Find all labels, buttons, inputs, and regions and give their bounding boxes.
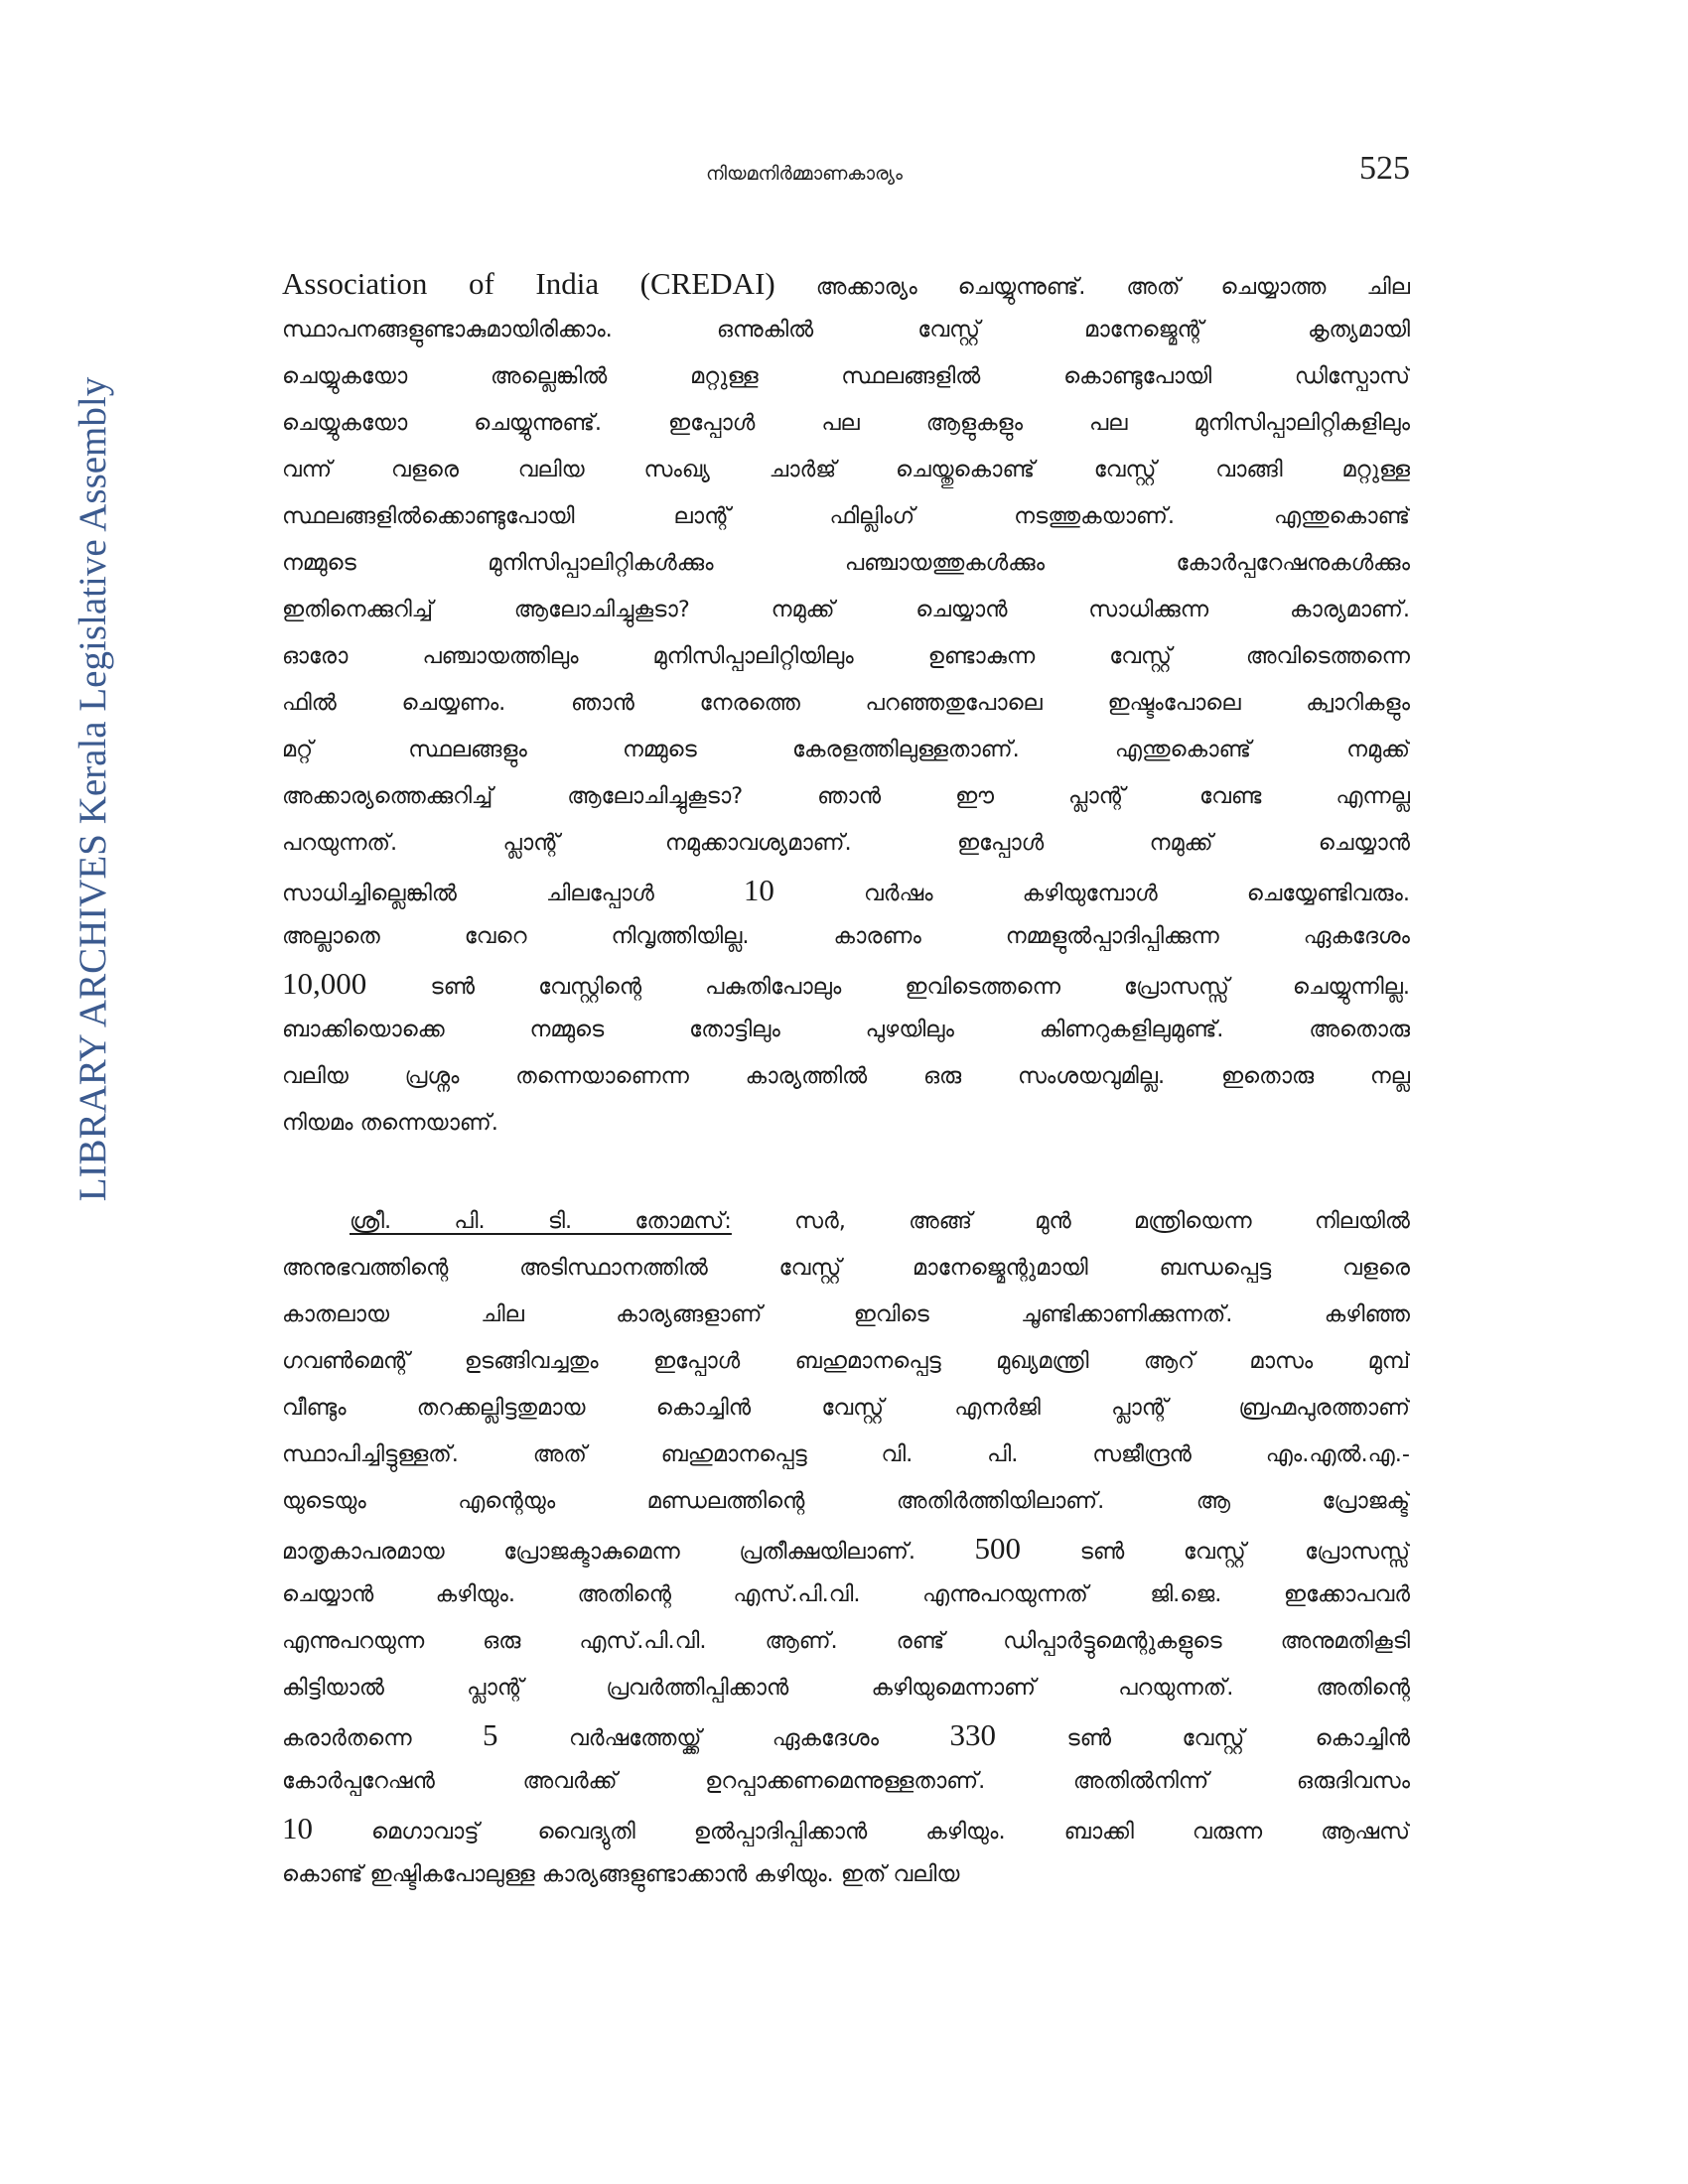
line-text: യുടെയും എന്റെയും മണ്ഡലത്തിന്റെ അതിർത്തിയിലാണ്. ആ പ്രോജക്ട് <box>282 1488 1410 1514</box>
line-text: മാതൃകാപരമായ പ്രോജക്ടാകുമെന്ന പ്രതീക്ഷയിലാണ്. <box>282 1539 975 1565</box>
line-text: വന്ന് വളരെ വലിയ സംഖ്യ ചാർജ് ചെയ്തുകൊണ്ട് വേസ്റ്റ് വാങ്ങി മറ്റുള്ള <box>282 457 1410 482</box>
line-text: സ്ഥലങ്ങളിൽക്കൊണ്ടുപോയി ലാന്റ് ഫില്ലിംഗ് നടത്തുകയാണ്. എന്തുകൊണ്ട് <box>282 503 1410 529</box>
text-line <box>282 1665 1410 1711</box>
text-line <box>282 447 1410 493</box>
line-text: ചെയ്യുകയോ അല്ലെങ്കിൽ മറ്റുള്ള സ്ഥലങ്ങളിൽ കൊണ്ടുപോയി ഡിസ്പോസ് <box>282 363 1410 389</box>
text-line <box>282 540 1410 587</box>
text-line <box>282 1618 1410 1665</box>
text-line <box>282 1758 1410 1805</box>
text-line <box>282 1571 1410 1618</box>
text-line <box>282 1805 1410 1851</box>
line-text: ബാക്കിയൊക്കെ നമ്മുടെ തോട്ടിലും പുഴയിലും കിണറുകളിലുമുണ്ട്. അതൊരു <box>282 1017 1410 1042</box>
page-number: 525 <box>1359 150 1410 187</box>
number-text: 10 <box>743 873 774 907</box>
number-text: 10 <box>282 1811 313 1845</box>
line-text: അക്കാര്യം ചെയ്യുന്നുണ്ട്. അത് ചെയ്യാത്ത ചില <box>774 274 1410 300</box>
text-line <box>282 960 1410 1007</box>
line-text: ടൺ വേസ്റ്റിന്റെ പകുതിപോലും ഇവിടെത്തന്നെ പ്രോസസ്സ് ചെയ്യുന്നില്ല. <box>366 974 1410 1000</box>
text-line <box>282 260 1410 307</box>
text-line <box>282 1292 1410 1338</box>
text-line <box>282 1198 1410 1245</box>
text-line <box>282 1100 1410 1147</box>
text-line <box>282 680 1410 727</box>
text-line <box>282 773 1410 820</box>
line-text: അനുഭവത്തിന്റെ അടിസ്ഥാനത്തിൽ വേസ്റ്റ് മാനേജ്മെന്റുമായി ബന്ധപ്പെട്ട വളരെ <box>282 1255 1410 1281</box>
running-title: നിയമനിർമ്മാണകാര്യം <box>706 163 903 185</box>
line-text: നിയമം തന്നെയാണ്. <box>282 1110 498 1136</box>
text-line <box>282 913 1410 960</box>
line-text: ടൺ വേസ്റ്റ് പ്രോസസ്സ് <box>1021 1539 1410 1565</box>
line-text: സ്ഥാപനങ്ങളുണ്ടാകുമായിരിക്കാം. ഒന്നുകിൽ വേസ്റ്റ് മാനേജ്മെന്റ് കൃത്യമായി <box>282 317 1410 342</box>
text-line <box>282 1245 1410 1292</box>
text-line <box>282 1525 1410 1571</box>
line-text: ഗവൺമെന്റ് ഉടങ്ങിവച്ചതും ഇപ്പോൾ ബഹുമാനപ്പെട്ട മുഖ്യമന്ത്രി ആറ് മാസം മുമ്പ് <box>282 1348 1410 1374</box>
line-text: Association of India (CREDAI) <box>282 266 775 301</box>
text-line <box>282 1338 1410 1385</box>
text-line <box>282 820 1410 867</box>
line-text: വർഷത്തേയ്ക്ക് ഏകദേശം <box>497 1725 950 1751</box>
line-text: സാധിച്ചില്ലെങ്കിൽ ചിലപ്പോൾ <box>282 881 744 906</box>
line-text: ചെയ്യാൻ കഴിയും. അതിന്റെ എസ്.പി.വി. എന്നുപറയുന്നത് ജി.ജെ. ഇക്കോപവർ <box>282 1581 1410 1607</box>
text-line <box>282 1478 1410 1525</box>
line-text: കാതലായ ചില കാര്യങ്ങളാണ് ഇവിടെ ചൂണ്ടിക്കാണിക്കുന്നത്. കഴിഞ്ഞ <box>282 1301 1410 1327</box>
line-text: നമ്മുടെ മുനിസിപ്പാലിറ്റികൾക്കും പഞ്ചായത്തുകൾക്കും കോർപ്പറേഷനുകൾക്കും <box>282 550 1410 576</box>
text-line <box>282 1711 1410 1758</box>
text-line <box>282 727 1410 773</box>
line-text: കോർപ്പറേഷൻ അവർക്ക് ഉറപ്പാക്കണമെന്നുള്ളതാണ്. അതിൽനിന്ന് ഒരുദിവസം <box>282 1768 1410 1794</box>
line-text: മറ്റ് സ്ഥലങ്ങളും നമ്മുടെ കേരളത്തിലുള്ളതാണ്. എന്തുകൊണ്ട് നമുക്ക് <box>282 737 1410 762</box>
line-text: ചെയ്യുകയോ ചെയ്യുന്നുണ്ട്. ഇപ്പോൾ പല ആളുകളും പല മുനിസിപ്പാലിറ്റികളിലും <box>282 410 1410 436</box>
paragraph-pt-thomas <box>282 1198 1410 1898</box>
text-line <box>282 1007 1410 1053</box>
text-line <box>282 867 1410 913</box>
number-text: 10,000 <box>282 966 367 1001</box>
body-text <box>282 260 1410 1898</box>
text-line <box>282 400 1410 447</box>
line-text: വർഷം കഴിയുമ്പോൾ ചെയ്യേണ്ടിവരും. <box>774 881 1410 906</box>
text-line <box>282 587 1410 633</box>
text-line <box>282 493 1410 540</box>
line-text: ടൺ വേസ്റ്റ് കൊച്ചിൻ <box>995 1725 1410 1751</box>
text-line <box>282 353 1410 400</box>
line-text: എന്നുപറയുന്ന ഒരു എസ്.പി.വി. ആണ്. രണ്ട് ഡിപ്പാർട്ടുമെന്റുകളുടെ അനുമതികൂടി <box>282 1628 1410 1654</box>
text-line <box>282 633 1410 680</box>
line-text: പറയുന്നത്. പ്ലാന്റ് നമുക്കാവശ്യമാണ്. ഇപ്പോൾ നമുക്ക് ചെയ്യാൻ <box>282 830 1410 856</box>
line-text: അക്കാര്യത്തെക്കുറിച്ച് ആലോചിച്ചുകൂടാ? ഞാൻ ഈ പ്ലാന്റ് വേണ്ട എന്നല്ല <box>282 783 1410 809</box>
number-text: 500 <box>974 1531 1022 1566</box>
number-text: 330 <box>949 1717 996 1752</box>
line-text: അല്ലാതെ വേറെ നിവൃത്തിയില്ല. കാരണം നമ്മളുൽപ്പാദിപ്പിക്കുന്ന ഏകദേശം <box>282 923 1410 949</box>
text-line <box>282 307 1410 353</box>
speech-text: സർ, അങ്ങ് മുൻ മന്ത്രിയെന്ന നിലയിൽ <box>731 1208 1410 1234</box>
number-text: 5 <box>483 1717 498 1752</box>
text-line <box>282 1385 1410 1432</box>
line-text: സ്ഥാപിച്ചിട്ടുള്ളത്. അത് ബഹുമാനപ്പെട്ട വി. പി. സജീന്ദ്രൻ എം.എൽ.എ.- <box>282 1441 1410 1467</box>
line-text: ഫിൽ ചെയ്യണം. ഞാൻ നേരത്തെ പറഞ്ഞതുപോലെ ഇഷ്ടംപോലെ ക്വാറികളും <box>282 690 1410 716</box>
line-text: കൊണ്ട് ഇഷ്ടികപോലുള്ള കാര്യങ്ങളുണ്ടാക്കാൻ കഴിയും. ഇത് വലിയ <box>282 1861 960 1887</box>
archive-watermark: LIBRARY ARCHIVES Kerala Legislative Assembly <box>71 376 114 1202</box>
text-line <box>282 1432 1410 1478</box>
line-text: ഓരോ പഞ്ചായത്തിലും മുനിസിപ്പാലിറ്റിയിലും ഉണ്ടാകുന്ന വേസ്റ്റ് അവിടെത്തന്നെ <box>282 643 1410 669</box>
line-text: വീണ്ടും തറക്കല്ലിട്ടതുമായ കൊച്ചിൻ വേസ്റ്റ് എനർജി പ്ലാന്റ് ബ്രഹ്മപുരത്താണ് <box>282 1395 1410 1421</box>
line-text: കിട്ടിയാൽ പ്ലാന്റ് പ്രവർത്തിപ്പിക്കാൻ കഴിയുമെന്നാണ് പറയുന്നത്. അതിന്റെ <box>282 1675 1410 1701</box>
speaker-name: ശ്രീ. പി. ടി. തോമസ്: <box>350 1208 732 1234</box>
text-line <box>282 1851 1410 1898</box>
line-text: കരാർതന്നെ <box>282 1725 484 1751</box>
line-text: മെഗാവാട്ട് വൈദ്യുതി ഉൽപ്പാദിപ്പിക്കാൻ കഴിയും. ബാക്കി വരുന്ന ആഷസ് <box>313 1819 1410 1844</box>
text-line <box>282 1053 1410 1100</box>
line-text: ഇതിനെക്കുറിച്ച് ആലോചിച്ചുകൂടാ? നമുക്ക് ചെയ്യാൻ സാധിക്കുന്ന കാര്യമാണ്. <box>282 597 1410 622</box>
line-text: വലിയ പ്രശ്നം തന്നെയാണെന്ന കാര്യത്തിൽ ഒരു സംശയവുമില്ല. ഇതൊരു നല്ല <box>282 1063 1410 1089</box>
paragraph-continuation <box>282 260 1410 1147</box>
